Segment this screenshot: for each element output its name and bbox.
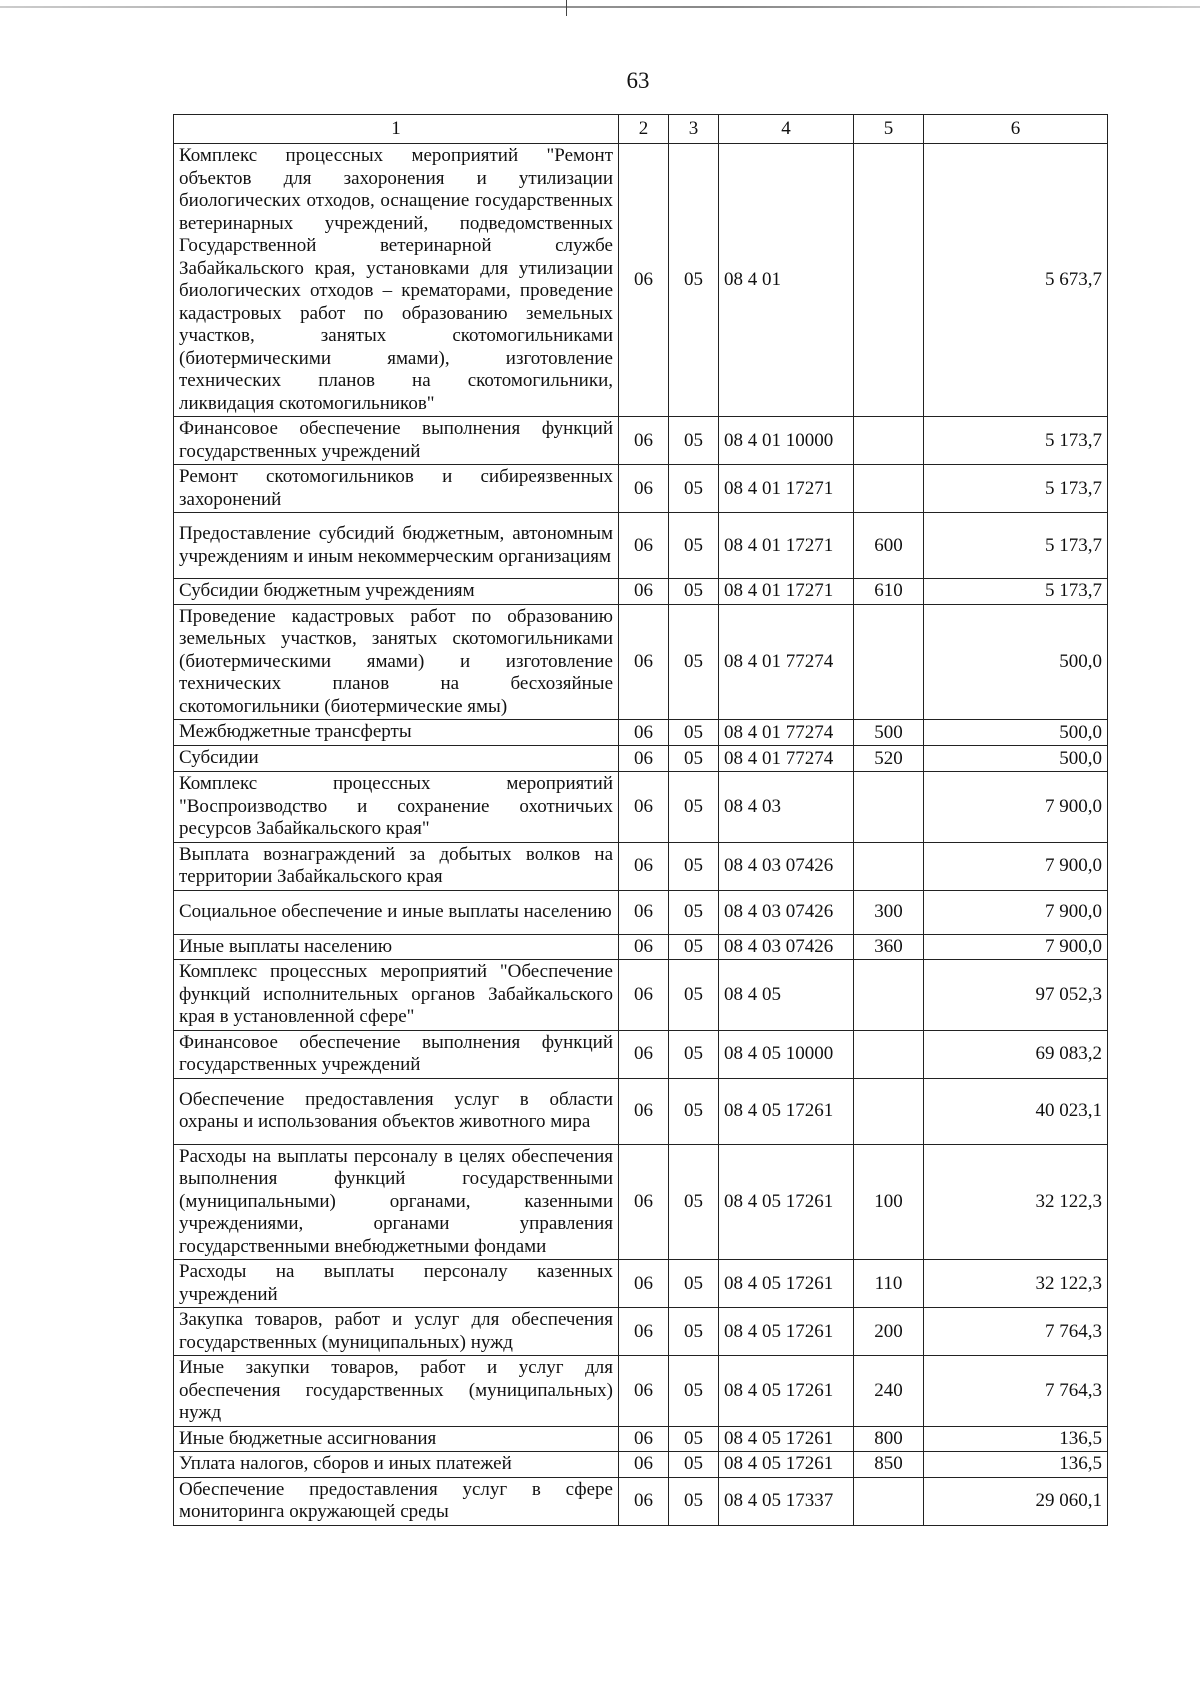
table-row	[174, 1144, 1108, 1260]
row-section-cell: 06	[619, 417, 669, 465]
row-name-cell: Закупка товаров, работ и услуг для обеспечения государственных (муниципальных) нужд	[174, 1308, 619, 1356]
row-subsection-cell: 05	[669, 1030, 719, 1078]
row-section-cell: 06	[619, 144, 669, 417]
row-amount-cell: 7 900,0	[924, 772, 1108, 843]
row-section-cell: 06	[619, 1356, 669, 1427]
row-expense-type-cell: 360	[854, 934, 924, 960]
row-amount-cell: 32 122,3	[924, 1144, 1108, 1260]
header-col-1: 1	[174, 115, 619, 144]
row-section-cell: 06	[619, 746, 669, 772]
table-row	[174, 1356, 1108, 1427]
row-amount-cell: 32 122,3	[924, 1260, 1108, 1308]
row-expense-type-cell: 240	[854, 1356, 924, 1427]
header-col-3: 3	[669, 115, 719, 144]
row-target-article-cell: 08 4 05 17261	[719, 1308, 854, 1356]
row-section-cell: 06	[619, 934, 669, 960]
row-amount-cell: 7 900,0	[924, 890, 1108, 934]
row-amount-cell: 97 052,3	[924, 960, 1108, 1031]
row-name-cell: Предоставление субсидий бюджетным, автономным учреждениям и иным некоммерческим организациям	[174, 513, 619, 579]
row-name-cell: Финансовое обеспечение выполнения функций государственных учреждений	[174, 417, 619, 465]
row-expense-type-cell: 520	[854, 746, 924, 772]
row-target-article-cell: 08 4 01 17271	[719, 579, 854, 605]
row-subsection-cell: 05	[669, 1260, 719, 1308]
row-expense-type-cell	[854, 772, 924, 843]
row-section-cell: 06	[619, 1260, 669, 1308]
row-amount-cell: 5 173,7	[924, 465, 1108, 513]
row-amount-cell: 136,5	[924, 1452, 1108, 1478]
row-subsection-cell: 05	[669, 1477, 719, 1525]
row-section-cell: 06	[619, 772, 669, 843]
row-subsection-cell: 05	[669, 1308, 719, 1356]
row-name-cell: Выплата вознаграждений за добытых волков на территории Забайкальского края	[174, 842, 619, 890]
table-row	[174, 1308, 1108, 1356]
row-subsection-cell: 05	[669, 1356, 719, 1427]
row-target-article-cell: 08 4 01	[719, 144, 854, 417]
table-body	[174, 144, 1108, 1526]
table-row	[174, 1477, 1108, 1525]
row-target-article-cell: 08 4 03 07426	[719, 934, 854, 960]
table-row	[174, 934, 1108, 960]
table-row	[174, 842, 1108, 890]
row-amount-cell: 29 060,1	[924, 1477, 1108, 1525]
row-name-cell: Расходы на выплаты персоналу в целях обеспечения выполнения функций государственными (муниципальными) органами, казенными учреждениями, органами управления государственными внебюджетными фондами	[174, 1144, 619, 1260]
row-expense-type-cell	[854, 144, 924, 417]
row-amount-cell: 7 764,3	[924, 1356, 1108, 1427]
row-name-cell: Комплекс процессных мероприятий "Обеспечение функций исполнительных органов Забайкальского края в установленной сфере"	[174, 960, 619, 1031]
row-name-cell: Комплекс процессных мероприятий "Воспроизводство и сохранение охотничьих ресурсов Забайкальского края"	[174, 772, 619, 843]
row-amount-cell: 500,0	[924, 720, 1108, 746]
row-target-article-cell: 08 4 05 17337	[719, 1477, 854, 1525]
row-target-article-cell: 08 4 01 17271	[719, 465, 854, 513]
row-name-cell: Иные бюджетные ассигнования	[174, 1426, 619, 1452]
row-expense-type-cell: 600	[854, 513, 924, 579]
row-expense-type-cell	[854, 1030, 924, 1078]
row-section-cell: 06	[619, 1426, 669, 1452]
table-row	[174, 604, 1108, 720]
row-expense-type-cell	[854, 842, 924, 890]
header-col-2: 2	[619, 115, 669, 144]
row-name-cell: Обеспечение предоставления услуг в сфере мониторинга окружающей среды	[174, 1477, 619, 1525]
table-row	[174, 890, 1108, 934]
row-expense-type-cell	[854, 960, 924, 1031]
table-row	[174, 772, 1108, 843]
row-subsection-cell: 05	[669, 890, 719, 934]
row-target-article-cell: 08 4 03 07426	[719, 842, 854, 890]
row-expense-type-cell	[854, 417, 924, 465]
row-name-cell: Социальное обеспечение и иные выплаты населению	[174, 890, 619, 934]
row-amount-cell: 7 764,3	[924, 1308, 1108, 1356]
row-target-article-cell: 08 4 05 17261	[719, 1260, 854, 1308]
row-name-cell: Проведение кадастровых работ по образованию земельных участков, занятых скотомогильниками (биотермическими ямами) и изготовление технических планов на бесхозяйные скотомогильники (биотермические ямы)	[174, 604, 619, 720]
row-amount-cell: 500,0	[924, 746, 1108, 772]
row-section-cell: 06	[619, 890, 669, 934]
table-row	[174, 144, 1108, 417]
row-subsection-cell: 05	[669, 1452, 719, 1478]
row-amount-cell: 5 173,7	[924, 579, 1108, 605]
row-section-cell: 06	[619, 1078, 669, 1144]
row-name-cell: Финансовое обеспечение выполнения функций государственных учреждений	[174, 1030, 619, 1078]
row-name-cell: Обеспечение предоставления услуг в области охраны и использования объектов животного мира	[174, 1078, 619, 1144]
row-subsection-cell: 05	[669, 1144, 719, 1260]
table-row	[174, 1078, 1108, 1144]
row-expense-type-cell	[854, 465, 924, 513]
row-name-cell: Субсидии	[174, 746, 619, 772]
table-row	[174, 1030, 1108, 1078]
row-section-cell: 06	[619, 1030, 669, 1078]
row-target-article-cell: 08 4 01 17271	[719, 513, 854, 579]
table-row	[174, 1426, 1108, 1452]
row-subsection-cell: 05	[669, 772, 719, 843]
row-expense-type-cell	[854, 1477, 924, 1525]
row-subsection-cell: 05	[669, 604, 719, 720]
row-section-cell: 06	[619, 513, 669, 579]
row-section-cell: 06	[619, 842, 669, 890]
row-target-article-cell: 08 4 05 17261	[719, 1078, 854, 1144]
row-name-cell: Ремонт скотомогильников и сибиреязвенных захоронений	[174, 465, 619, 513]
row-amount-cell: 7 900,0	[924, 842, 1108, 890]
row-subsection-cell: 05	[669, 1078, 719, 1144]
row-name-cell: Межбюджетные трансферты	[174, 720, 619, 746]
row-target-article-cell: 08 4 05	[719, 960, 854, 1031]
row-subsection-cell: 05	[669, 1426, 719, 1452]
row-target-article-cell: 08 4 01 10000	[719, 417, 854, 465]
row-expense-type-cell: 500	[854, 720, 924, 746]
row-amount-cell: 500,0	[924, 604, 1108, 720]
row-expense-type-cell: 300	[854, 890, 924, 934]
row-name-cell: Комплекс процессных мероприятий "Ремонт объектов для захоронения и утилизации биологических отходов, оснащение государственных ветеринарных учреждений, подведомственных Государственной ветеринарной службе Забайкальского края, установками для утилизации биологических отходов – крематорами, проведение кадастровых работ по образованию земельных участков, занятых скотомогильниками (биотермическими ямами), изготовление технических планов на скотомогильники, ликвидация скотомогильников"	[174, 144, 619, 417]
table-row	[174, 720, 1108, 746]
row-subsection-cell: 05	[669, 934, 719, 960]
row-name-cell: Субсидии бюджетным учреждениям	[174, 579, 619, 605]
row-subsection-cell: 05	[669, 513, 719, 579]
row-target-article-cell: 08 4 01 77274	[719, 746, 854, 772]
header-col-5: 5	[854, 115, 924, 144]
table-row	[174, 513, 1108, 579]
table-row	[174, 1452, 1108, 1478]
row-amount-cell: 5 173,7	[924, 417, 1108, 465]
row-section-cell: 06	[619, 1308, 669, 1356]
row-target-article-cell: 08 4 03 07426	[719, 890, 854, 934]
row-amount-cell: 7 900,0	[924, 934, 1108, 960]
table-row	[174, 960, 1108, 1031]
row-target-article-cell: 08 4 03	[719, 772, 854, 843]
row-subsection-cell: 05	[669, 746, 719, 772]
row-section-cell: 06	[619, 1452, 669, 1478]
row-target-article-cell: 08 4 05 17261	[719, 1452, 854, 1478]
budget-table	[173, 114, 1108, 1526]
row-target-article-cell: 08 4 05 10000	[719, 1030, 854, 1078]
row-amount-cell: 40 023,1	[924, 1078, 1108, 1144]
row-target-article-cell: 08 4 01 77274	[719, 604, 854, 720]
header-row	[174, 115, 1108, 144]
row-section-cell: 06	[619, 960, 669, 1031]
header-col-6: 6	[924, 115, 1108, 144]
row-name-cell: Иные закупки товаров, работ и услуг для обеспечения государственных (муниципальных) нужд	[174, 1356, 619, 1427]
row-subsection-cell: 05	[669, 960, 719, 1031]
row-target-article-cell: 08 4 05 17261	[719, 1356, 854, 1427]
row-section-cell: 06	[619, 579, 669, 605]
row-section-cell: 06	[619, 465, 669, 513]
scan-tick-mark	[566, 0, 567, 16]
row-subsection-cell: 05	[669, 465, 719, 513]
row-name-cell: Уплата налогов, сборов и иных платежей	[174, 1452, 619, 1478]
row-amount-cell: 69 083,2	[924, 1030, 1108, 1078]
header-col-4: 4	[719, 115, 854, 144]
table-row	[174, 417, 1108, 465]
scan-top-edge	[0, 6, 1200, 8]
row-section-cell: 06	[619, 1144, 669, 1260]
row-expense-type-cell: 610	[854, 579, 924, 605]
row-expense-type-cell: 800	[854, 1426, 924, 1452]
row-subsection-cell: 05	[669, 144, 719, 417]
row-expense-type-cell: 850	[854, 1452, 924, 1478]
row-name-cell: Расходы на выплаты персоналу казенных учреждений	[174, 1260, 619, 1308]
row-subsection-cell: 05	[669, 579, 719, 605]
row-section-cell: 06	[619, 1477, 669, 1525]
row-subsection-cell: 05	[669, 720, 719, 746]
row-target-article-cell: 08 4 05 17261	[719, 1144, 854, 1260]
table-row	[174, 1260, 1108, 1308]
page-number: 63	[626, 68, 650, 93]
row-name-cell: Иные выплаты населению	[174, 934, 619, 960]
table-row	[174, 465, 1108, 513]
row-section-cell: 06	[619, 604, 669, 720]
row-expense-type-cell	[854, 1078, 924, 1144]
row-subsection-cell: 05	[669, 842, 719, 890]
row-expense-type-cell: 110	[854, 1260, 924, 1308]
table-row	[174, 579, 1108, 605]
row-subsection-cell: 05	[669, 417, 719, 465]
row-amount-cell: 136,5	[924, 1426, 1108, 1452]
budget-table-container	[173, 114, 1107, 1526]
table-row	[174, 746, 1108, 772]
row-amount-cell: 5 173,7	[924, 513, 1108, 579]
row-section-cell: 06	[619, 720, 669, 746]
row-target-article-cell: 08 4 01 77274	[719, 720, 854, 746]
row-amount-cell: 5 673,7	[924, 144, 1108, 417]
row-expense-type-cell	[854, 604, 924, 720]
row-target-article-cell: 08 4 05 17261	[719, 1426, 854, 1452]
row-expense-type-cell: 200	[854, 1308, 924, 1356]
row-expense-type-cell: 100	[854, 1144, 924, 1260]
